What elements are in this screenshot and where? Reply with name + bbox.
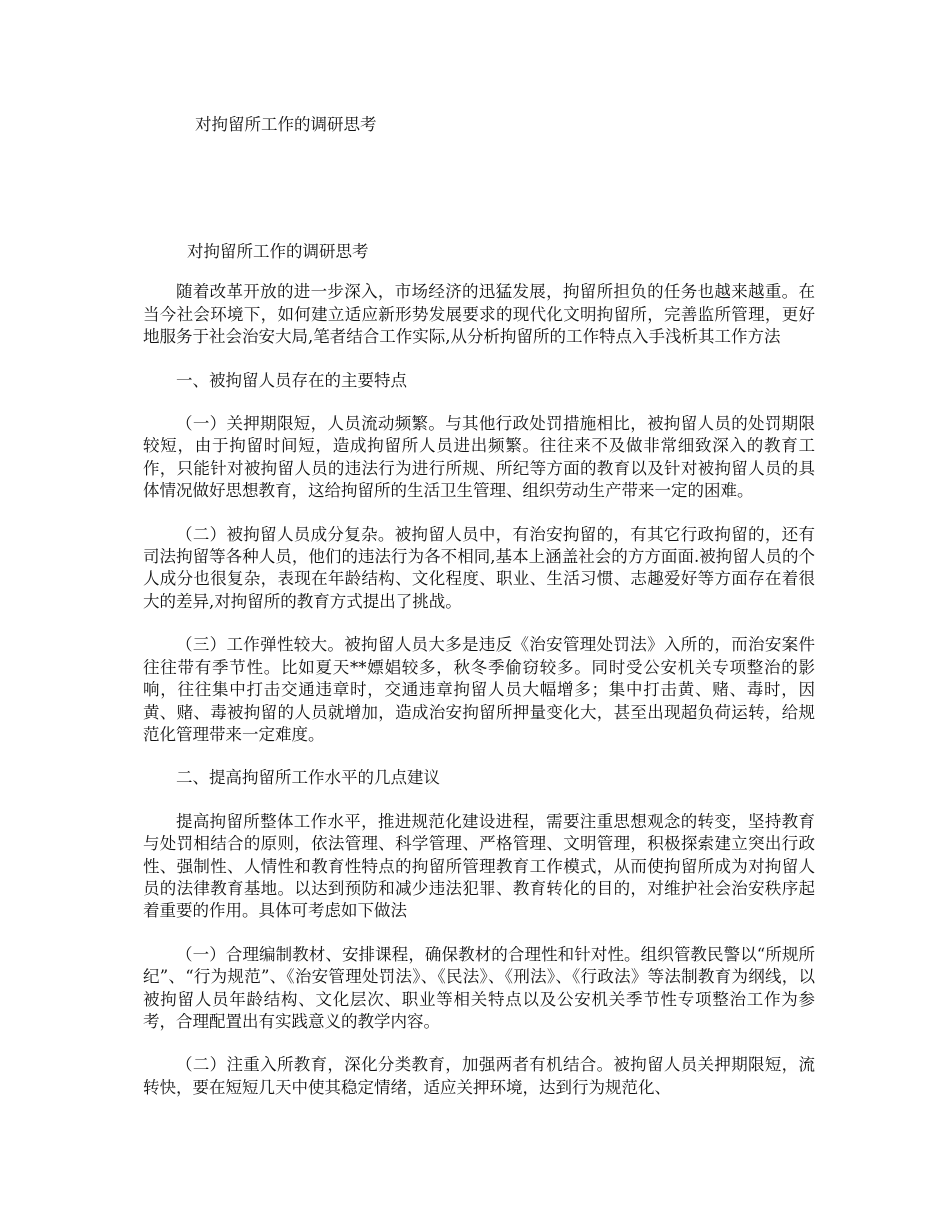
document-body bbox=[143, 241, 815, 1120]
paragraph-feature-1: （一）关押期限短，人员流动频繁。与其他行政处罚措施相比，被拘留人员的处罚期限较短，由于拘留时间短，造成拘留所人员进出频繁。往往来不及做非常细致深入的教育工作，只能针对被拘留人员的违法行为进行所规、所纪等方面的教育以及针对被拘留人员的具体情况做好思想教育，这给拘留所的生活卫生管理、组织劳动生产带来一定的困难。 bbox=[143, 414, 815, 501]
document-subtitle: 对拘留所工作的调研思考 bbox=[187, 242, 369, 261]
paragraph-suggestion-intro: 提高拘留所整体工作水平，推进规范化建设进程，需要注重思想观念的转变，坚持教育与处罚相结合的原则，依法管理、科学管理、严格管理、文明管理，积极探索建立突出行政性、强制性、人情性和教育性特点的拘留所管理教育工作模式，从而使拘留所成为对拘留人员的法律教育基地。以达到预防和减少违法犯罪、教育转化的目的，对维护社会治安秩序起着重要的作用。具体可考虑如下做法 bbox=[143, 811, 815, 921]
section-heading-1: 一、被拘留人员存在的主要特点 bbox=[176, 370, 407, 390]
paragraph-feature-3: （三）工作弹性较大。被拘留人员大多是违反《治安管理处罚法》入所的，而治安案件往往带有季节性。比如夏天**嫖娼较多，秋冬季偷窃较多。同时受公安机关专项整治的影响，往往集中打击交通违章时，交通违章拘留人员大幅增多；集中打击黄、赌、毒时，因黄、赌、毒被拘留的人员就增加，造成治安拘留所押量变化大，甚至出现超负荷运转，给规范化管理带来一定难度。 bbox=[143, 635, 815, 744]
paragraph-feature-2: （二）被拘留人员成分复杂。被拘留人员中，有治安拘留的，有其它行政拘留的，还有司法拘留等各种人员，他们的违法行为各不相同,基本上涵盖社会的方方面面.被拘留人员的个人成分也很复杂，表现在年龄结构、文化程度、职业、生活习惯、志趣爱好等方面存在着很大的差异,对拘留所的教育方式提出了挑战。 bbox=[143, 524, 815, 611]
paragraph-intro: 随着改革开放的进一步深入，市场经济的迅猛发展，拘留所担负的任务也越来越重。在当今社会环境下，如何建立适应新形势发展要求的现代化文明拘留所，完善监所管理，更好地服务于社会治安大局,笔者结合工作实际,从分析拘留所的工作特点入手浅析其工作方法 bbox=[143, 282, 815, 347]
paragraph-suggestion-1: （一）合理编制教材、安排课程，确保教材的合理性和针对性。组织管教民警以“所规所纪”、“行为规范”、《治安管理处罚法》、《民法》、《刑法》、《行政法》等法制教育为纲线，以被拘留人员年龄结构、文化层次、职业等相关特点以及公安机关季节性专项整治工作为参考，合理配置出有实践意义的教学内容。 bbox=[143, 944, 815, 1031]
section-heading-2: 二、提高拘留所工作水平的几点建议 bbox=[176, 768, 440, 788]
paragraph-suggestion-2: （二）注重入所教育，深化分类教育，加强两者有机结合。被拘留人员关押期限短，流转快，要在短短几天中使其稳定情绪，适应关押环境，达到行为规范化、 bbox=[143, 1055, 815, 1097]
document-title: 对拘留所工作的调研思考 bbox=[195, 115, 377, 134]
